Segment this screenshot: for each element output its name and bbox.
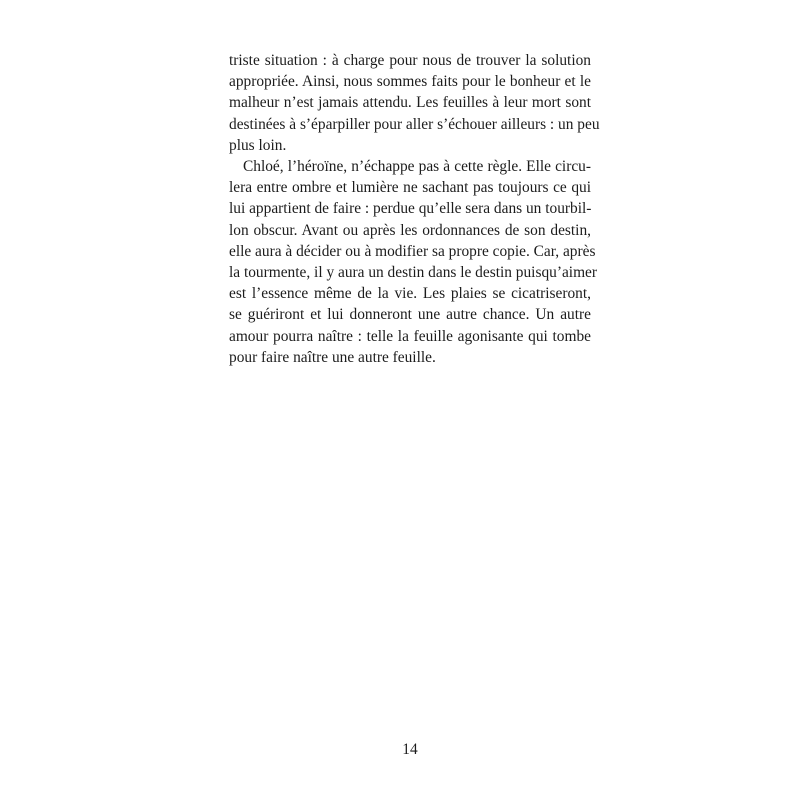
text-line: la tourmente, il y aura un destin dans le destin puisqu’aimer bbox=[229, 264, 597, 282]
text-line: est l’essence même de la vie. Les plaies se cicatriseront, bbox=[229, 285, 591, 303]
text-line: plus loin. bbox=[229, 136, 287, 154]
paragraph-2 bbox=[229, 156, 597, 368]
text-line: malheur n’est jamais attendu. Les feuilles à leur mort sont bbox=[229, 94, 591, 112]
body-text bbox=[229, 50, 600, 368]
text-line: triste situation : à charge pour nous de trouver la solution bbox=[229, 52, 591, 69]
text-line: lera entre ombre et lumière ne sachant pas toujours ce qui bbox=[229, 179, 591, 197]
text-line: lon obscur. Avant ou après les ordonnances de son destin, bbox=[229, 221, 591, 239]
text-line: se guériront et lui donneront une autre chance. Un autre bbox=[229, 306, 591, 324]
text-line: appropriée. Ainsi, nous sommes faits pour le bonheur et le bbox=[229, 73, 591, 91]
paragraph-1 bbox=[229, 50, 600, 156]
text-line: amour pourra naître : telle la feuille agonisante qui tombe bbox=[229, 327, 591, 345]
text-line: destinées à s’éparpiller pour aller s’échouer ailleurs : un peu bbox=[229, 115, 600, 133]
text-line: elle aura à décider ou à modifier sa propre copie. Car, après bbox=[229, 242, 596, 260]
text-line: pour faire naître une autre feuille. bbox=[229, 348, 436, 366]
text-line: lui appartient de faire : perdue qu’elle sera dans un tourbil- bbox=[229, 200, 592, 218]
text-line: Chloé, l’héroïne, n’échappe pas à cette règle. Elle circu- bbox=[243, 158, 591, 176]
page-number: 14 bbox=[402, 741, 418, 758]
